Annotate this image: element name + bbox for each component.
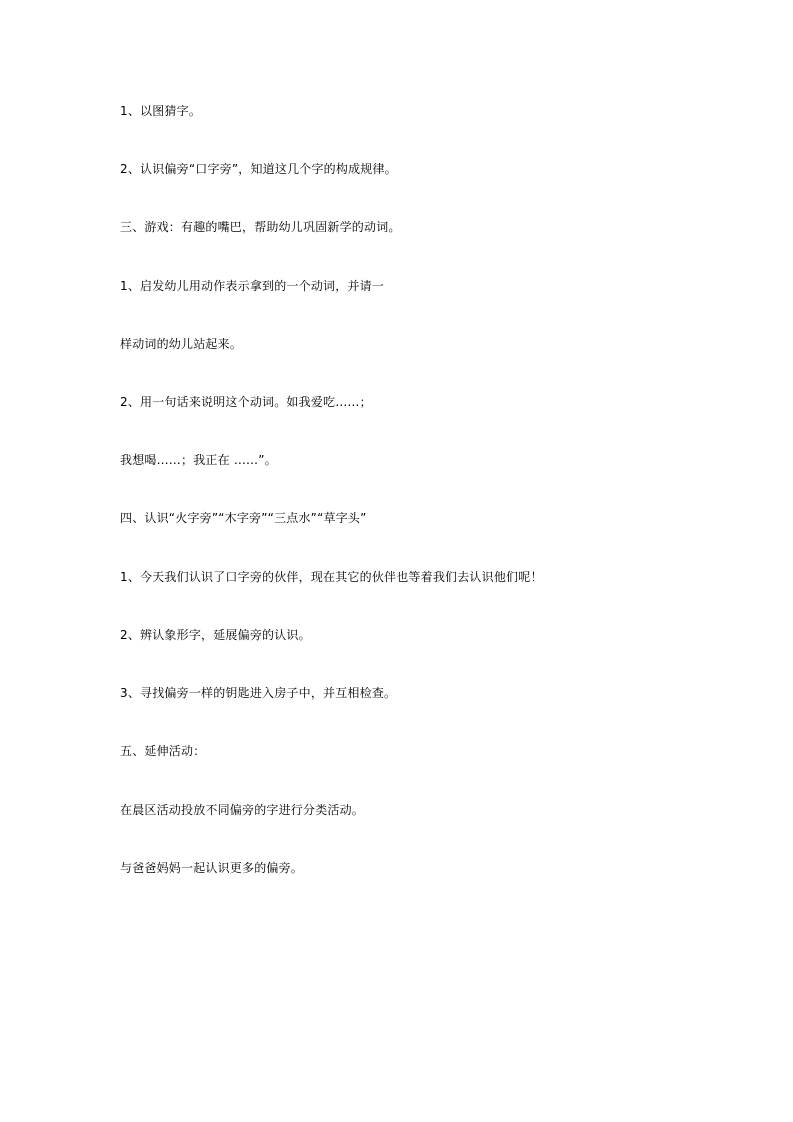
text-line: 1、以图猜字。 bbox=[120, 104, 202, 118]
section-heading: 四、认识“火字旁”“木字旁”“三点水”“草字头” bbox=[120, 511, 367, 525]
text-line: 3、寻找偏旁一样的钥匙进入房子中，并互相检查。 bbox=[120, 686, 397, 700]
text-line: 2、辨认象形字，延展偏旁的认识。 bbox=[120, 628, 311, 642]
text-line: 2、认识偏旁“口字旁”，知道这几个字的构成规律。 bbox=[120, 162, 397, 176]
text-line: 与爸爸妈妈一起认识更多的偏旁。 bbox=[120, 861, 304, 875]
text-line: 1、今天我们认识了口字旁的伙伴，现在其它的伙伴也等着我们去认识他们呢！ bbox=[120, 570, 543, 584]
section-heading: 三、游戏：有趣的嘴巴，帮助幼儿巩固新学的动词。 bbox=[120, 220, 401, 234]
text-line: 样动词的幼儿站起来。 bbox=[120, 337, 243, 351]
text-line: 1、启发幼儿用动作表示拿到的一个动词，并请一 bbox=[120, 279, 385, 293]
section-heading: 五、延伸活动： bbox=[120, 744, 206, 758]
text-line: 在晨区活动投放不同偏旁的字进行分类活动。 bbox=[120, 803, 365, 817]
text-line: 我想喝……；我正在 ……”。 bbox=[120, 453, 277, 467]
text-line: 2、用一句话来说明这个动词。如我爱吃……； bbox=[120, 395, 372, 409]
